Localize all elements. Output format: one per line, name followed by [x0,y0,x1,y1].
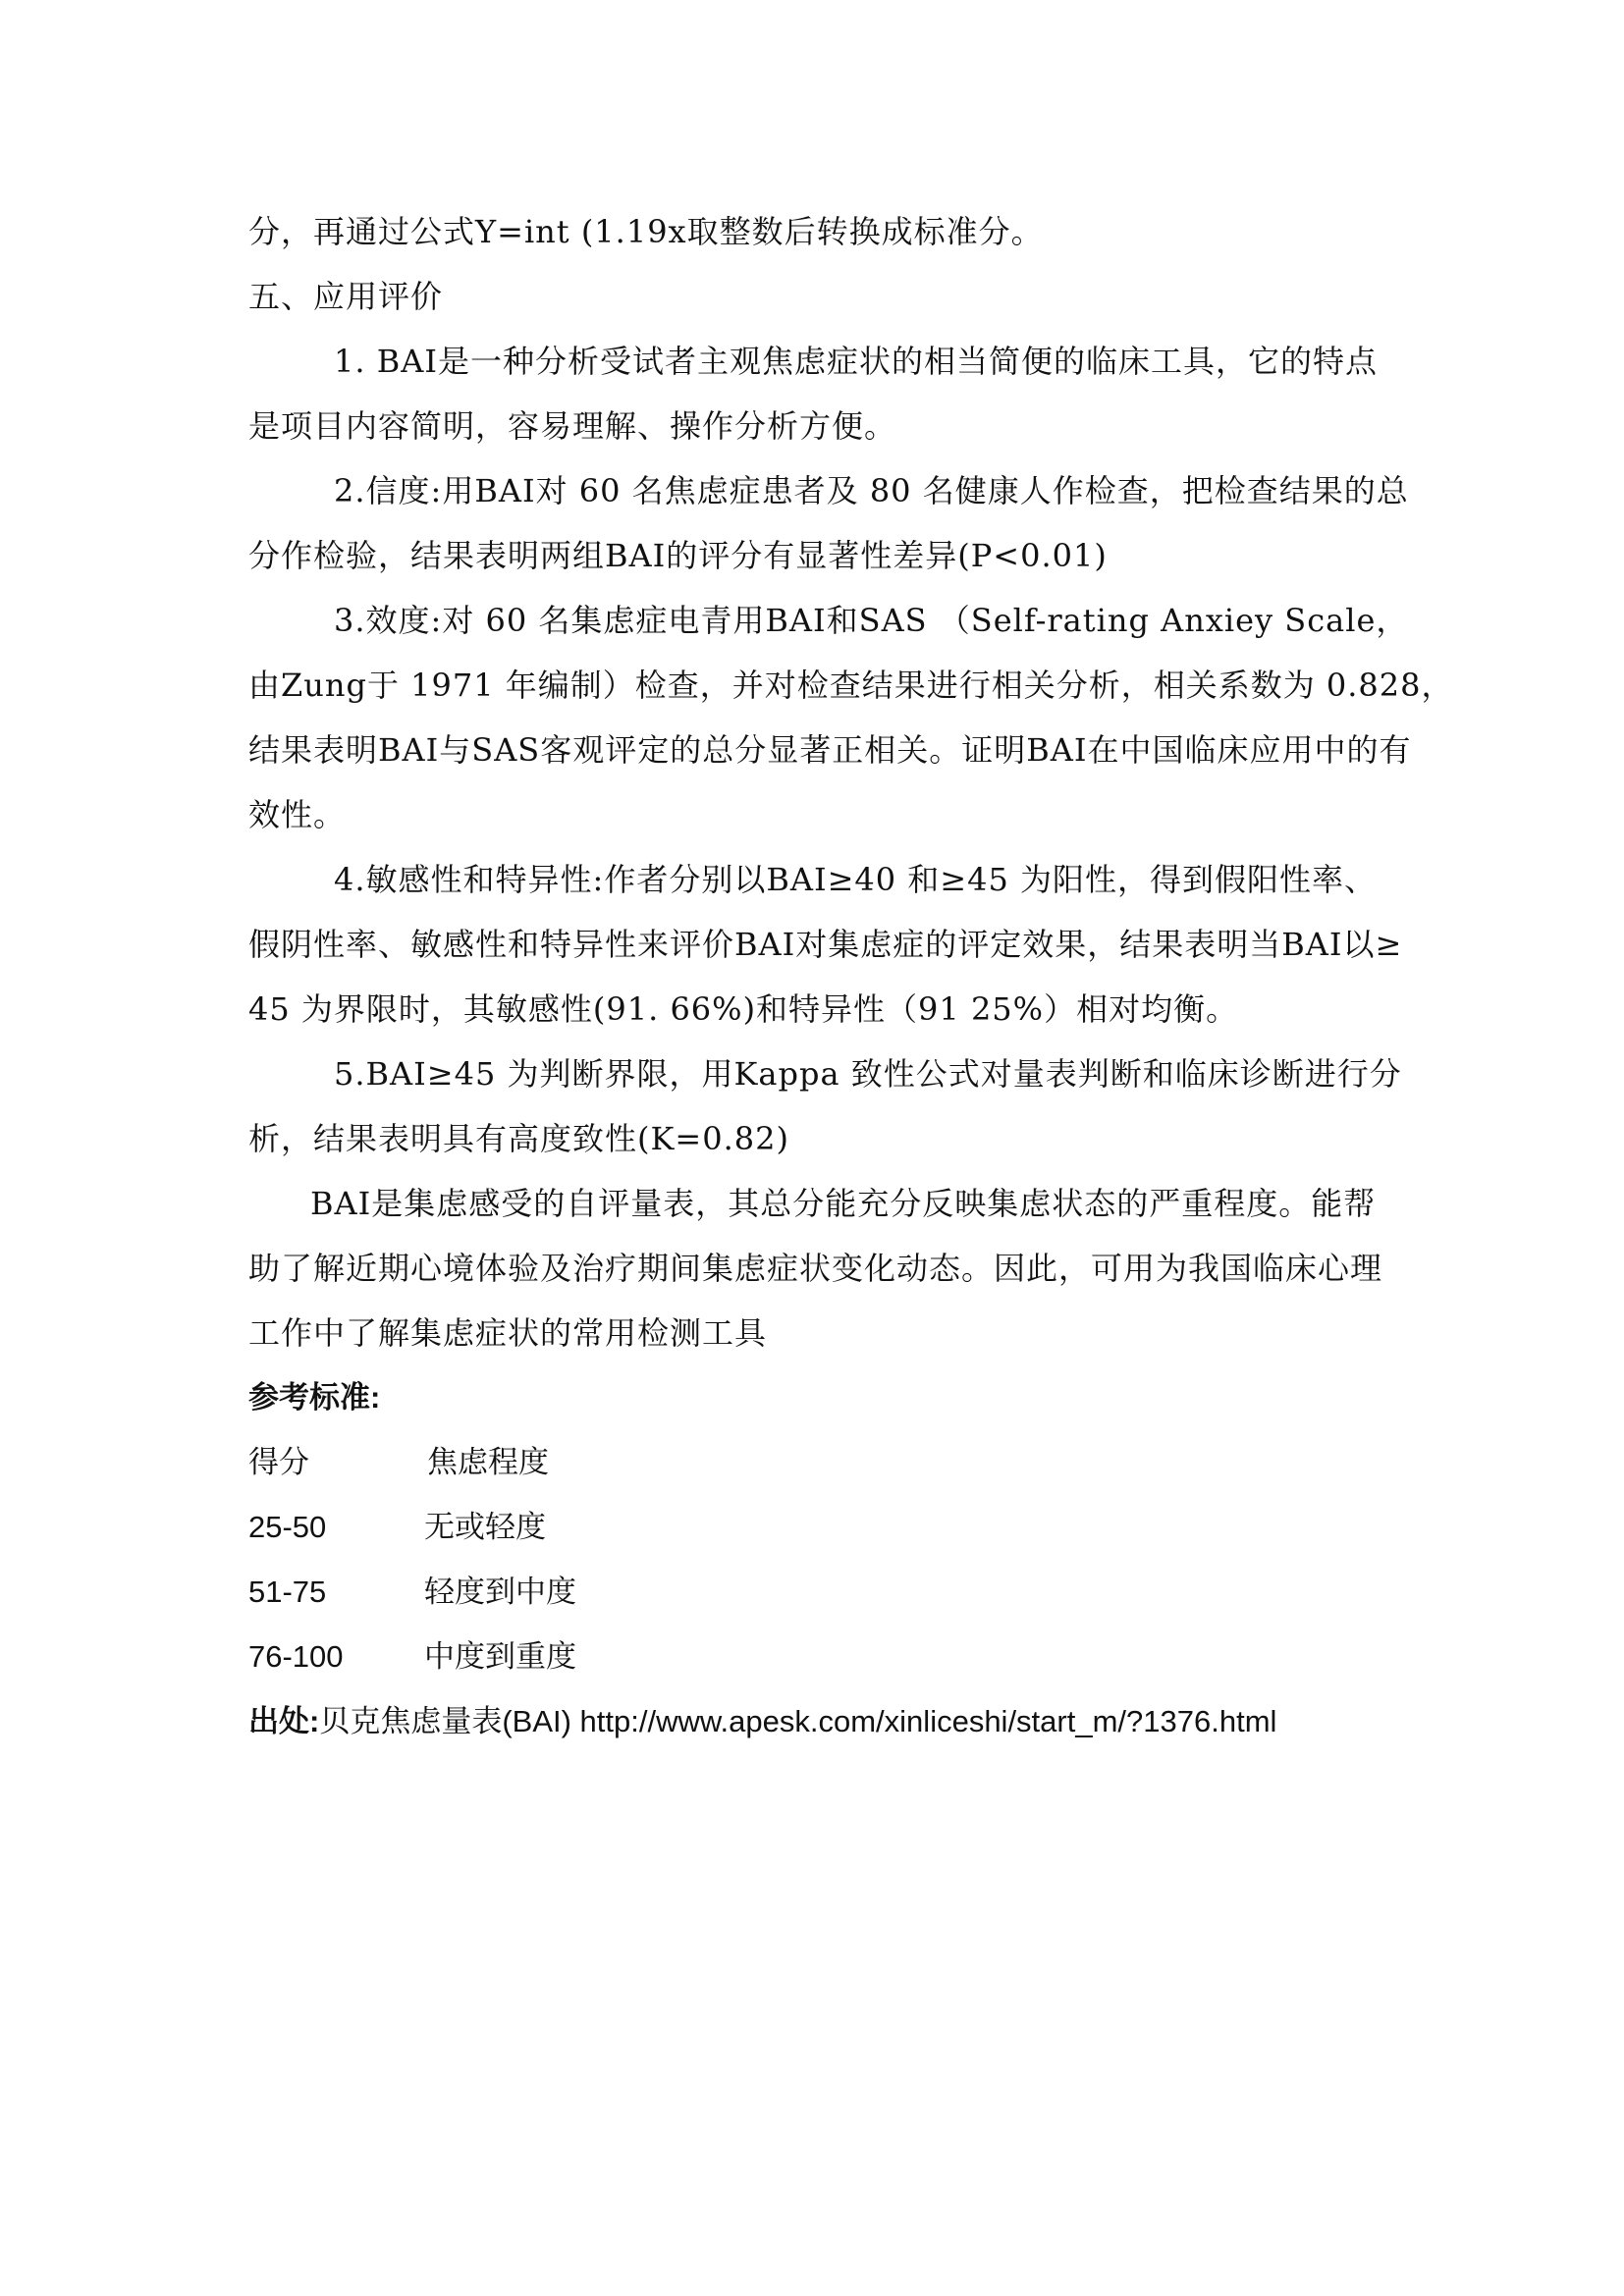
paragraph-6-line-2: 助了解近期心境体验及治疗期间集虑症状变化动态。因此，可用为我国临床心理 [248,1250,1383,1287]
paragraph-4-line-2: 假阴性率、敏感性和特异性来评价BAI对集虑症的评定效果，结果表明当BAI以≥ [248,926,1403,963]
paragraph-1-line-2: 是项目内容简明，容易理解、操作分析方便。 [248,407,897,445]
paragraph-3-line-3: 结果表明BAI与SAS客观评定的总分显著正相关。证明BAI在中国临床应用中的有 [248,731,1412,769]
reference-heading: 参考标准: [248,1380,381,1415]
source-line [248,1689,1387,1754]
paragraph-3-line-4: 效性。 [248,796,347,833]
row-level: 无或轻度 [424,1510,546,1544]
paragraph-4-line-3: 45 为界限时，其敏感性(91. 66%)和特异性（91 25%）相对均衡。 [248,990,1239,1028]
paragraph-5-line-2: 析，结果表明具有高度致性(K=0.82) [248,1120,789,1157]
paragraph-6-line-3: 工作中了解集虑症状的常用检测工具 [248,1314,768,1352]
row-score: 25-50 [248,1510,327,1544]
paragraph-5-line-1: 5.BAI≥45 为判断界限，用Kappa 致性公式对量表判断和临床诊断进行分 [334,1055,1402,1093]
paragraph-line: 分，再通过公式Y=int (1.19x取整数后转换成标准分。 [248,213,1044,250]
paragraph-2-line-2: 分作检验，结果表明两组BAI的评分有显著性差异(P<0.01) [248,537,1108,574]
paragraph-4-line-1: 4.敏感性和特异性:作者分别以BAI≥40 和≥45 为阳性，得到假阳性率、 [334,861,1377,898]
paragraph-1-line-1: 1. BAI是一种分析受试者主观焦虑症状的相当简便的临床工具，它的特点 [334,343,1378,380]
section-title: 五、应用评价 [248,278,444,315]
header-score: 得分 [248,1445,309,1479]
row-level: 中度到重度 [424,1639,576,1674]
row-score: 51-75 [248,1575,327,1609]
paragraph-6-line-1: BAI是集虑感受的自评量表，其总分能充分反映集虑状态的严重程度。能帮 [310,1185,1377,1222]
row-score: 76-100 [248,1639,344,1674]
paragraph-2-line-1: 2.信度:用BAI对 60 名焦虑症患者及 80 名健康人作检查，把检查结果的总 [334,472,1409,509]
header-level: 焦虑程度 [427,1445,549,1479]
paragraph-3-line-1: 3.效度:对 60 名集虑症电青用BAI和SAS （Self-rating Anxiey Scale， [334,602,1409,639]
row-level: 轻度到中度 [424,1575,576,1609]
source-label: 出处: [248,1704,320,1738]
source-text: 贝克焦虑量表(BAI) http://www.apesk.com/xinliceshi/start_m/?1376.html [319,1704,1277,1738]
paragraph-3-line-2: 由Zung于 1971 年编制）检查，并对检查结果进行相关分析，相关系数为 0.828， [248,667,1454,704]
